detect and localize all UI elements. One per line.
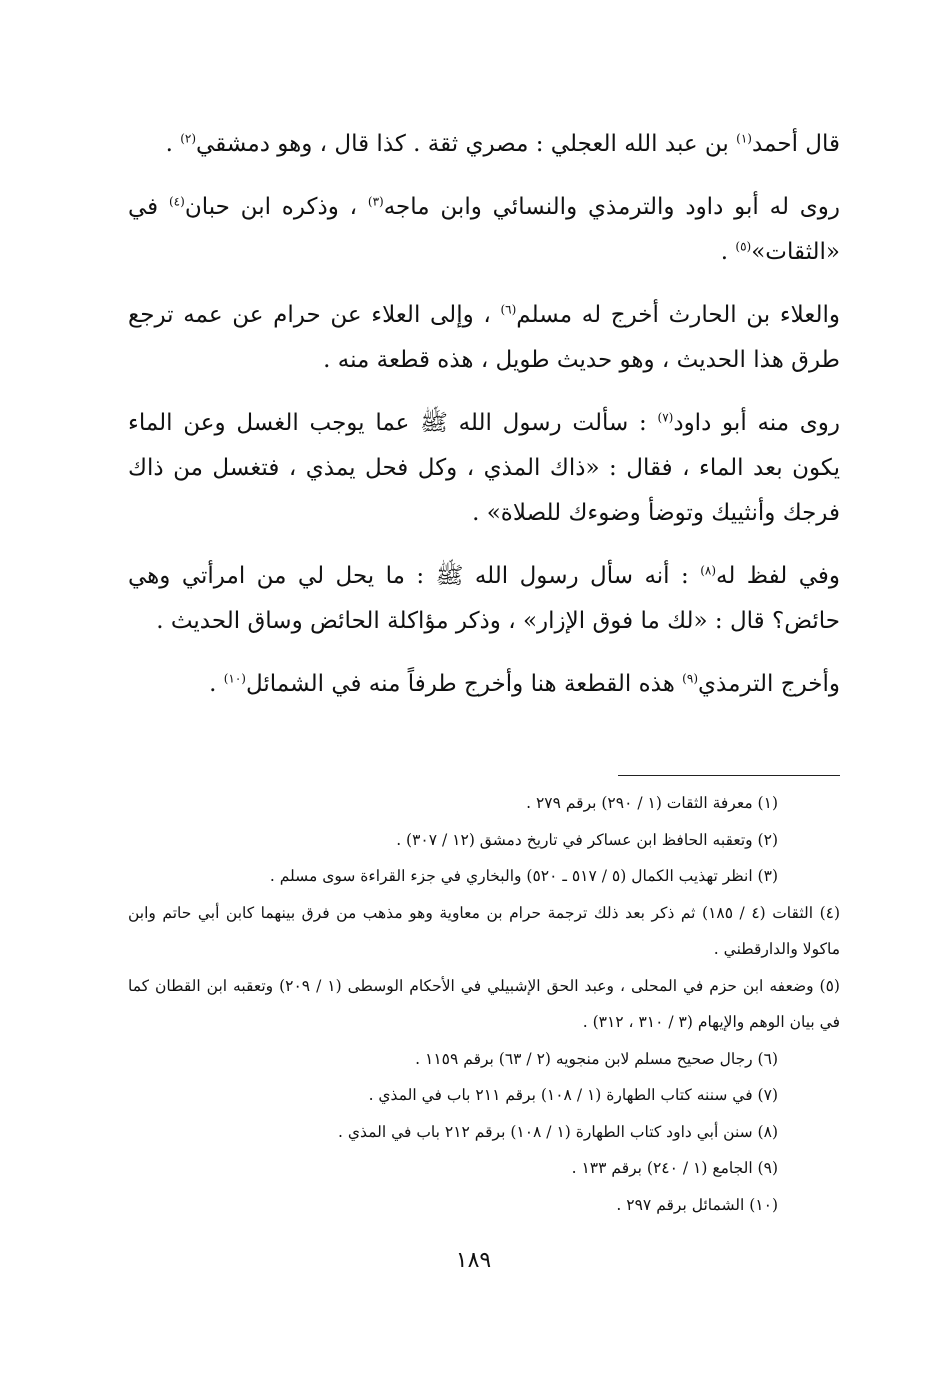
main-text xyxy=(128,122,840,725)
footnote-ref: (٦) xyxy=(500,302,517,317)
footnote-ref: (٨) xyxy=(700,563,717,578)
paragraph: قال أحمد$^{(١)}$ بن عبد الله العجلي : مصري ثقة . كذا قال ، وهو دمشقي$^{(٢)}$ . xyxy=(165,131,840,157)
footnote: (٨) سنن أبي داود كتاب الطهارة (١ / ١٠٨) برقم ٢١٢ باب في المذي . xyxy=(338,1122,778,1141)
paragraph: روى له أبو داود والترمذي والنسائي وابن ماجه$^{(٣)}$ ، وذكره ابن حبان$^{(٤)}$ في «الثقات»$^{(٥)}$ . xyxy=(128,194,840,265)
footnote: (٣) انظر تهذيب الكمال (٥ / ٥١٧ ـ ٥٢٠) والبخاري في جزء القراءة سوى مسلم . xyxy=(269,867,778,885)
footnote: (٤) الثقات (٤ / ١٨٥) ثم ذكر بعد ذلك ترجمة حرام بن معاوية وهو مذهب من فرق بينهما كابن أبي حاتم وابن ماكولا والدارقطني . xyxy=(128,903,841,958)
footnote: (١٠) الشمائل برقم ٢٩٧ . xyxy=(616,1195,778,1214)
footnote-ref: (٣) xyxy=(367,194,384,209)
footnotes xyxy=(128,785,840,1223)
footnote-ref: (٤) xyxy=(168,194,185,209)
footnote-ref: (٧) xyxy=(657,410,674,425)
paragraph: والعلاء بن الحارث أخرج له مسلم$^{(٦)}$ ، وإلى العلاء عن حرام عن عمه ترجع طرق هذا الحديث ، وهو حديث طويل ، هذه قطعة منه . xyxy=(128,302,840,373)
footnote: (٥) وضعفه ابن حزم في المحلى ، وعبد الحق الإشبيلي في الأحكام الوسطى (١ / ٢٠٩) وتعقبه ابن القطان كما في بيان الوهم والإيهام (٣ / ٣١٠ ، ٣١٢) . xyxy=(128,976,840,1031)
footnote: (١) معرفة الثقات (١ / ٢٩٠) برقم ٢٧٩ . xyxy=(526,794,778,812)
footnote-ref: (١) xyxy=(736,131,752,146)
footnote-ref: (١٠) xyxy=(223,671,246,686)
paragraph: وأخرج الترمذي$^{(٩)}$ هذه القطعة هنا وأخرج طرفاً منه في الشمائل$^{(١٠)}$ . xyxy=(209,671,840,697)
footnote-ref: (٥) xyxy=(735,239,752,254)
footnote: (٩) الجامع (١ / ٢٤٠) برقم ١٣٣ . xyxy=(571,1159,778,1177)
paragraph: وفي لفظ له$^{(٨)}$ : أنه سأل رسول الله ﷺ : ما يحل لي من امرأتي وهي حائض؟ قال : «لك ما فوق الإزار» ، وذكر مؤاكلة الحائض وساق الحديث . xyxy=(128,563,840,634)
footnote: (٧) في سننه كتاب الطهارة (١ / ١٠٨) برقم ٢١١ باب في المذي . xyxy=(368,1086,778,1104)
footnote-separator xyxy=(618,775,840,776)
footnote: (٢) وتعقبه الحافظ ابن عساكر في تاريخ دمشق (١٢ / ٣٠٧) . xyxy=(396,830,778,849)
page-number: ١٨٩ xyxy=(455,1248,492,1273)
footnote-ref: (٩) xyxy=(682,671,698,686)
footnote-ref: (٢) xyxy=(180,131,197,146)
footnote: (٦) رجال صحيح مسلم لابن منجويه (٢ / ٦٣) برقم ١١٥٩ . xyxy=(415,1049,778,1068)
paragraph: روى منه أبو داود$^{(٧)}$ : سألت رسول الله ﷺ عما يوجب الغسل وعن الماء يكون بعد الماء ، فقال : «ذاك المذي ، وكل فحل يمذي ، فتغسل من ذاك فرجك وأنثييك وتوضأ وضوءك للصلاة» . xyxy=(128,410,841,526)
